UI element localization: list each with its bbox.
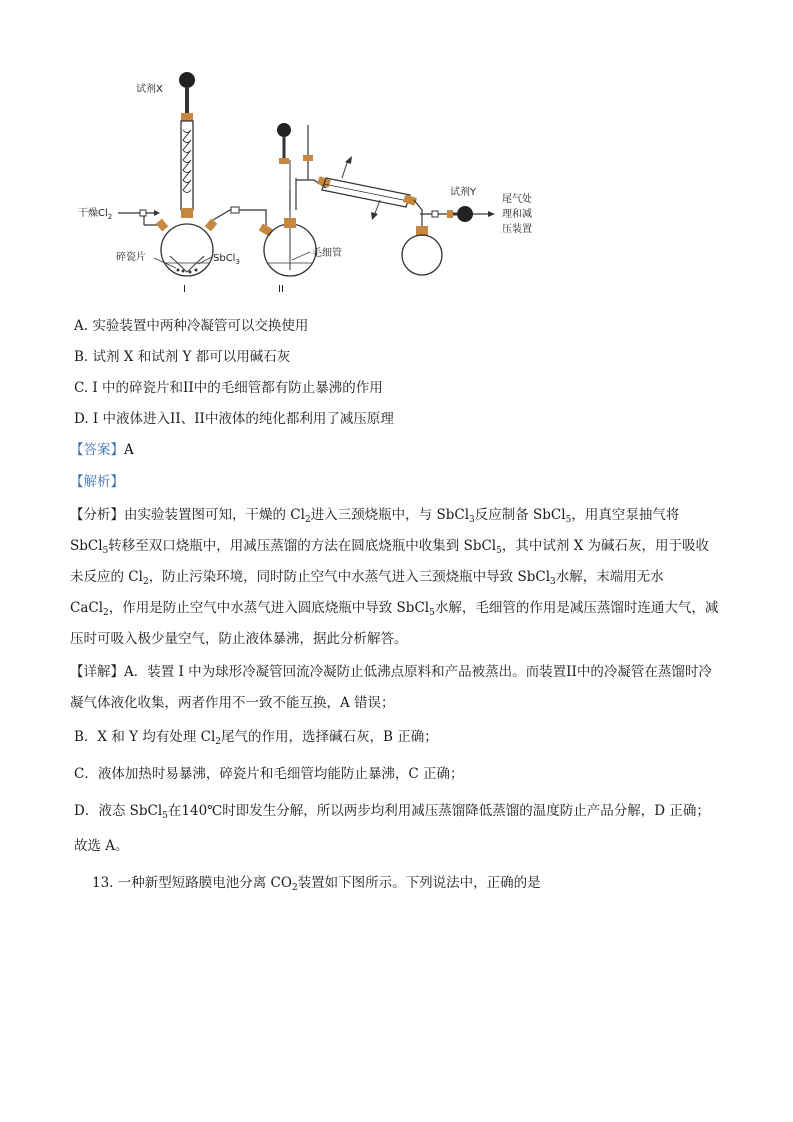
label-tail-3: 压装置: [502, 224, 532, 235]
detail-label: 【详解】: [70, 664, 124, 680]
stopper-flask-i-right: [205, 219, 218, 232]
question-13: 13. 一种新型短路膜电池分离 $CO_2$装置如下图所示。下列说法中，正确的是: [92, 875, 541, 893]
stopper-adapter: [403, 194, 417, 206]
porcelain-chip: [189, 271, 192, 274]
stopper-flask-ii-left: [259, 224, 273, 237]
apparatus-diagram: [70, 60, 570, 300]
label-porcelain: 碎瓷片: [116, 252, 146, 263]
arrow-head: [154, 210, 160, 216]
detail-d: D．液态 SbCl$_5$在140℃时即发生分解，所以两步均利用减压蒸馏降低蒸馏的温度防止产品分解，D 正确；: [74, 803, 710, 821]
option-b: B. 试剂 X 和试剂 Y 都可以用碱石灰: [74, 349, 291, 365]
analysis-paragraph: 【分析】由实验装置图可知，干燥的 $Cl_2$进入三颈烧瓶中，与 SbCl$_3$反应制备 SbCl$_5$，用真空泵抽气将 SbCl$_5$转移至双口烧瓶中，用减压蒸馏的方法在圆底烧瓶中收集到 SbCl$_5$，其中试剂 X 为碱石灰，用于吸收未反应的 $Cl_2$，防止污染环境，同时防止空气中水蒸气进入三颈烧瓶中导致 SbCl$_3$水解，末端用无水 CaCl$_2$，作用是防止空气中水蒸气进入圆底烧瓶中导致 SbCl$_5$水解，毛细管的作用是减压蒸馏时连通大气，减压时可吸入极少量空气，防止液体暴沸，据此分析解答。: [70, 507, 719, 647]
capillary-pointer: [292, 252, 310, 260]
water-out-arrow: [345, 156, 352, 164]
condenser-coil: [183, 130, 191, 193]
stopper-flask-i-left: [156, 219, 169, 232]
reagent-y-drying-tube: [457, 206, 473, 222]
analysis-label: 【分析】: [70, 507, 124, 523]
porcelain-chip: [182, 270, 185, 273]
inner-tube: [170, 256, 204, 272]
water-in-arrow: [371, 212, 378, 220]
conclusion: 故选 A。: [74, 838, 129, 854]
stopper-condenser-in: [317, 176, 331, 188]
option-a: A. 实验装置中两种冷凝管可以交换使用: [74, 318, 309, 334]
capillary-drying-bulb: [277, 123, 291, 137]
detail-a: 【详解】A．装置 I 中为球形冷凝管回流冷凝防止低沸点原料和产品被蒸出。而装置II中的冷凝管在蒸馏时冷凝气体液化收集，两者作用不一致不能互换，A 错误；: [70, 664, 712, 711]
round-bottom-flask: [402, 235, 442, 275]
reagent-x-drying-tube: [179, 72, 195, 88]
three-neck-flask-i: [161, 224, 213, 276]
stopper-top: [181, 113, 193, 121]
option-c: C. I 中的碎瓷片和II中的毛细管都有防止暴沸的作用: [74, 380, 383, 396]
vacuum-adapter: [414, 200, 422, 230]
porcelain-chip: [177, 269, 180, 272]
stopper-capillary: [279, 158, 289, 164]
label-sbcl3: SbCl$_3$: [213, 253, 240, 266]
tail-arrow: [488, 211, 495, 217]
label-reagent-y: 试剂Y: [450, 187, 477, 198]
answer-tag: 【答案】: [70, 442, 124, 458]
adapter-valve: [432, 211, 438, 217]
answer-line: [70, 440, 134, 460]
stopper-flask-i-center: [181, 208, 193, 218]
label-flask-i: I: [183, 284, 186, 295]
label-reagent-x: 试剂X: [136, 84, 163, 95]
porcelain-chip: [195, 269, 198, 272]
label-capillary: 毛细管: [312, 248, 342, 259]
analysis-tag: 【解析】: [70, 474, 124, 490]
inlet-valve: [140, 210, 146, 216]
label-flask-ii: II: [278, 284, 284, 295]
label-dry-cl2: 干燥$Cl_2$: [78, 208, 113, 221]
detail-c: C．液体加热时易暴沸，碎瓷片和毛细管均能防止暴沸，C 正确；: [74, 766, 464, 782]
option-d: D. I 中液体进入II、II中液体的纯化都利用了减压原理: [74, 411, 394, 427]
answer-value: A: [124, 442, 134, 458]
distillation-head: [290, 178, 296, 210]
stopper-thermometer: [303, 155, 313, 161]
label-tail-1: 尾气处: [502, 194, 532, 205]
label-tail-2: 理和减: [502, 209, 532, 220]
detail-b: B．X 和 Y 均有处理 $Cl_2$尾气的作用，选择碱石灰，B 正确；: [74, 729, 438, 747]
stopper-flask-ii-center: [284, 218, 296, 228]
stopper-reagent-y: [447, 210, 453, 218]
transfer-valve: [231, 207, 239, 213]
